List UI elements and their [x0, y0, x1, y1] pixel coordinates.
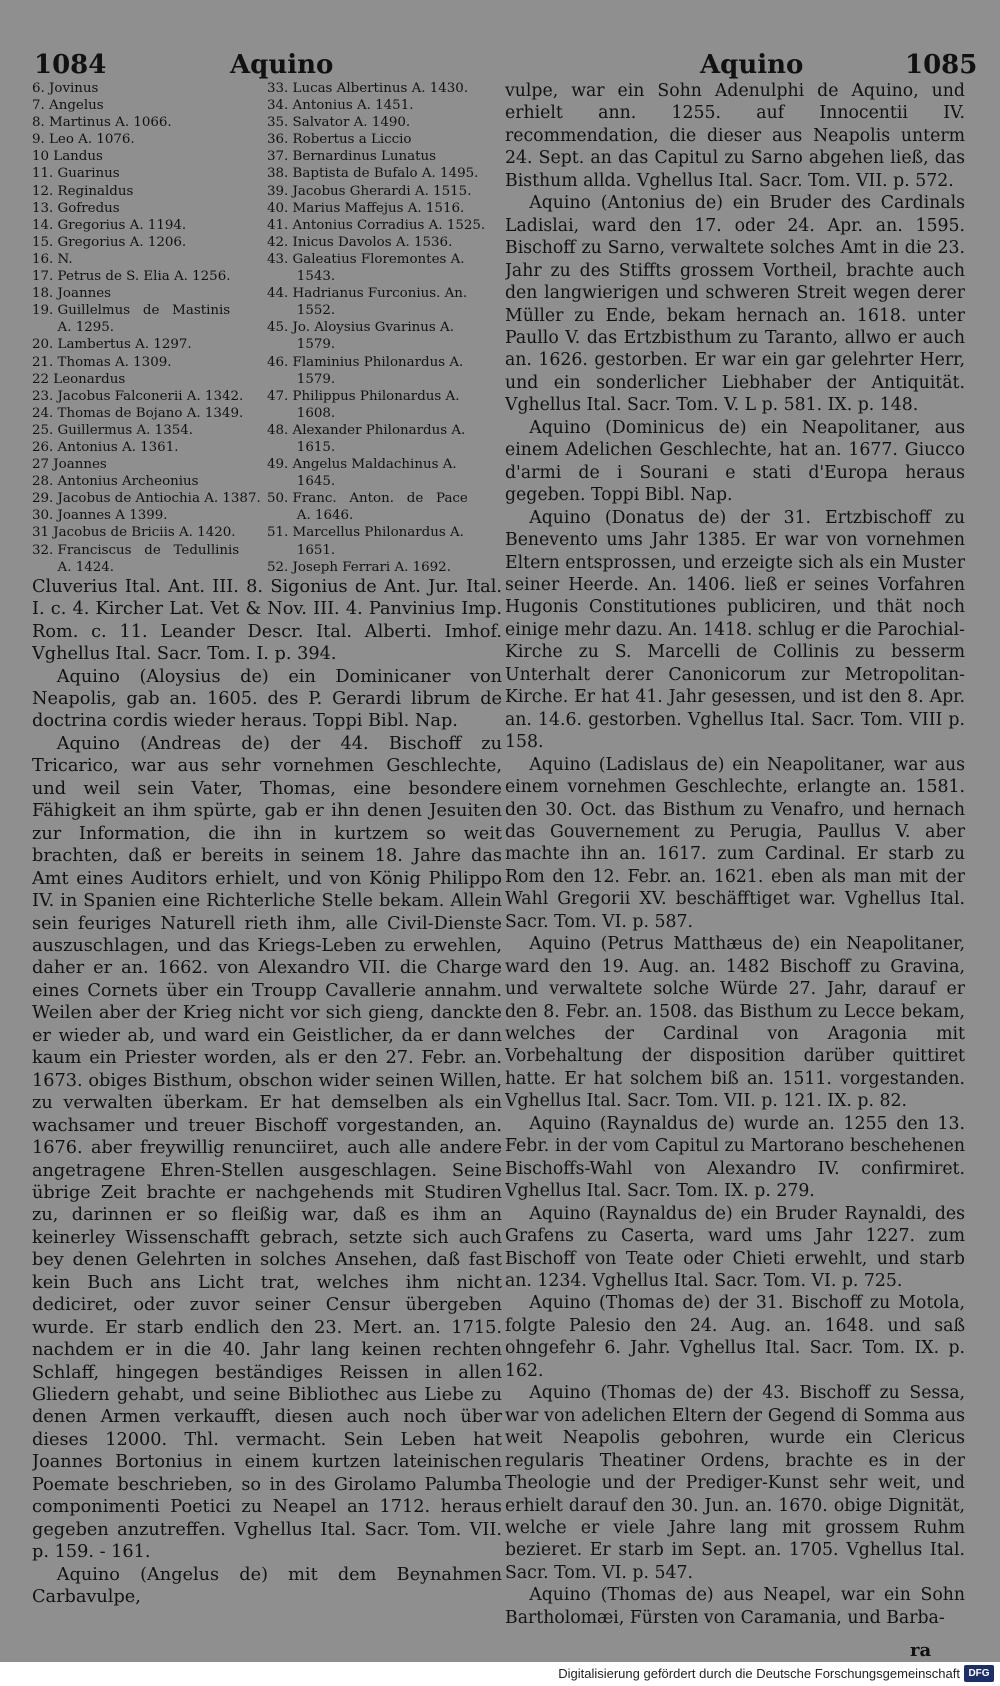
list-row	[32, 319, 502, 336]
dfg-logo: DFG	[964, 1665, 994, 1682]
list-row	[32, 405, 502, 422]
list-entry-right: 39. Jacobus Gherardi A. 1515.	[267, 183, 472, 199]
paragraph: Aquino (Petrus Matthæus de) ein Neapolitaner, ward den 19. Aug. an. 1482 Bischoff zu Gravina, und verwaltete solche Würde 27. Jahr, darauf er den 8. Febr. an. 1508. das Bisthum zu Lecce bekam, welches der Cardinal von Aragonia mit Vorbehaltung der disposition darüber quittiret hatte. Er hat solchem biß an. 1511. vorgestanden. Vghellus Ital. Sacr. Tom. VII. p. 121. IX. p. 82.	[505, 934, 965, 1112]
paragraph: Aquino (Antonius de) ein Bruder des Cardinals Ladislai, ward den 17. oder 24. Apr. an. 1595. Bischoff zu Sarno, verwaltete solches Amt in die 23. Jahr zu des Stiffts grossem Vortheil, brachte auch den langwierigen und schweren Streit wegen derer Müller zu Ende, bekam hernach an. 1618. unter Paullo V. das Ertzbisthum zu Taranto, allwo er auch an. 1626. gestorben. Er war ein gar gelehrter Herr, und ein sonderlicher Liebhaber der Antiquität. Vghellus Ital. Sacr. Tom. V. L p. 581. IX. p. 148.	[505, 193, 965, 416]
list-entry-left: 24. Thomas de Bojano A. 1349.	[32, 405, 244, 421]
list-entry-left: 12. Reginaldus	[32, 183, 134, 199]
list-entry-left: 18. Joannes	[32, 286, 112, 302]
running-title-right: Aquino	[700, 50, 804, 80]
paragraph: Aquino (Donatus de) der 31. Ertzbischoff zu Benevento ums Jahr 1385. Er war von vornehmen Eltern entsprossen, und erzeigte sich als ein Muster seiner Heerde. An. 1406. ließ er seines Vorfahren Hugonis Constitutiones publiciren, und thät noch einige mehr dazu. An. 1418. schlug er die Parochial-Kirche zu S. Marcelli de Collinis zu besserm Unterhalt derer Canonicorum zur Metropolitan-Kirche. Er hat 41. Jahr gesessen, und ist den 8. Apr. an. 14.6. gestorben. Vghellus Ital. Sacr. Tom. VIII p. 158.	[505, 507, 965, 753]
list-entry-left: A. 1295.	[32, 320, 115, 336]
list-entry-left: 28. Antonius Archeonius	[32, 474, 199, 490]
list-entry-right: 1579.	[267, 371, 336, 387]
list-entry-right: 51. Marcellus Philonardus A.	[267, 525, 464, 541]
paragraph: Aquino (Raynaldus de) wurde an. 1255 den 13. Febr. in der vom Capitul zu Martorano beschehenen Bischoffs-Wahl von Alexandro IV. confirmiret. Vghellus Ital. Sacr. Tom. IX. p. 279.	[505, 1113, 965, 1202]
paragraph: Aquino (Raynaldus de) ein Bruder Raynaldi, des Grafens zu Caserta, ward ums Jahr 1227. zum Bischoff von Teate oder Chieti erwehlt, und starb an. 1234. Vghellus Ital. Sacr. Tom. VI. p. 725.	[505, 1203, 965, 1292]
list-row	[32, 371, 502, 388]
list-entry-right: 35. Salvator A. 1490.	[267, 115, 411, 131]
list-row	[32, 97, 502, 114]
list-entry-left: 26. Antonius A. 1361.	[32, 439, 179, 455]
list-entry-right: 36. Robertus a Liccio	[267, 132, 412, 148]
list-entry-left: 25. Guillermus A. 1354.	[32, 422, 194, 438]
list-entry-left: 16. N.	[32, 251, 73, 267]
list-entry-right: 46. Flaminius Philonardus A.	[267, 354, 464, 370]
paragraph: vulpe, war ein Sohn Adenulphi de Aquino, und erhielt ann. 1255. auf Innocentii IV. recommendation, die dieser aus Neapolis unterm 24. Sept. an das Capitul zu Sarno abgehen ließ, das Bisthum allda. Vghellus Ital. Sacr. Tom. VII. p. 572.	[505, 81, 965, 191]
list-entry-right: 1579.	[267, 337, 336, 353]
paragraph: Cluverius Ital. Ant. III. 8. Sigonius de Ant. Jur. Ital. I. c. 4. Kircher Lat. Vet & Nov. III. 4. Panvinius Imp. Rom. c. 11. Leander Descr. Ital. Alberti. Imhof. Vghellus Ital. Sacr. Tom. I. p. 394.	[32, 576, 502, 665]
list-row	[32, 354, 502, 371]
list-entry-right: A. 1646.	[267, 508, 354, 524]
list-row	[32, 217, 502, 234]
list-entry-right: 1615.	[267, 439, 336, 455]
list-row	[32, 200, 502, 217]
list-entry-left: 13. Gofredus	[32, 200, 120, 216]
list-row	[32, 559, 502, 576]
paragraph: Aquino (Thomas de) aus Neapel, war ein Sohn Bartholomæi, Fürsten von Caramania, und Barba-	[505, 1585, 965, 1628]
paragraph: Aquino (Angelus de) mit dem Beynahmen Carbavulpe,	[32, 1564, 502, 1608]
list-entry-left: 11. Guarinus	[32, 166, 120, 182]
list-row	[32, 251, 502, 268]
list-entry-left: 7. Angelus	[32, 98, 104, 114]
list-entry-right: 42. Inicus Davolos A. 1536.	[267, 234, 453, 250]
list-row	[32, 456, 502, 473]
list-entry-right: 1645.	[267, 474, 336, 490]
list-entry-right: 38. Baptista de Bufalo A. 1495.	[267, 166, 479, 182]
left-column	[32, 80, 502, 1640]
list-entry-right: 34. Antonius A. 1451.	[267, 98, 414, 114]
list-entry-left: 19. Guillelmus de Mastinis	[32, 303, 231, 319]
list-entry-right: 41. Antonius Corradius A. 1525.	[267, 217, 486, 233]
list-row	[32, 268, 502, 285]
right-column	[505, 80, 965, 1640]
list-entry-right: 1543.	[267, 269, 336, 285]
list-entry-right: 49. Angelus Maldachinus A.	[267, 457, 457, 473]
running-title-left: Aquino	[230, 50, 334, 80]
list-entry-left: 31 Jacobus de Briciis A. 1420.	[32, 525, 236, 541]
list-entry-right: 1608.	[267, 405, 336, 421]
list-entry-left: 9. Leo A. 1076.	[32, 132, 135, 148]
list-row	[32, 439, 502, 456]
list-row	[32, 165, 502, 182]
list-row	[32, 542, 502, 559]
paragraph: Aquino (Ladislaus de) ein Neapolitaner, war aus einem vornehmen Geschlechte, erlangte an. 1581. den 30. Oct. das Bisthum zu Venafro, und hernach das Gouvernement zu Perugia, Paullus V. aber machte ihn an. 1617. zum Cardinal. Er starb zu Rom den 12. Febr. an. 1621. eben als man mit der Wahl Gregorii XV. beschäfftiget war. Vghellus Ital. Sacr. Tom. VI. p. 587.	[505, 754, 965, 932]
list-row	[32, 183, 502, 200]
list-row	[32, 388, 502, 405]
list-row	[32, 507, 502, 524]
bishop-list	[32, 80, 502, 576]
list-entry-left: 30. Joannes A 1399.	[32, 508, 168, 524]
list-row	[32, 148, 502, 165]
list-entry-left: 10 Landus	[32, 149, 103, 165]
paragraph: Aquino (Andreas de) der 44. Bischoff zu Tricarico, war aus sehr vornehmen Geschlechte, und weil sein Vater, Thomas, eine besondere Fähigkeit an ihm spürte, gab er ihn denen Jesuiten zur Information, die ihn in kurtzem so weit brachten, daß er bereits in seinem 18. Jahre das Amt eines Auditors erhielt, und von König Philippo IV. in Spanien eine Richterliche Stelle bekam. Allein sein feuriges Naturell rieth ihm, alle Civil-Dienste auszuschlagen, und das Kriegs-Leben zu erwehlen, daher er an. 1662. von Alexandro VII. die Charge eines Cornets über ein Troupp Cavallerie annahm. Weilen aber der Krieg nicht vor sich gieng, danckte er wieder ab, und ward ein Geistlicher, da er dann kaum ein Priester worden, als er den 27. Febr. an. 1673. obiges Bisthum, obschon wider seinen Willen, zu verwalten überkam. Er hat demselben als ein wachsamer und treuer Bischoff vorgestanden, an. 1676. aber freywillig renunciiret, auch alle andere angetragene Ehren-Stellen ausgeschlagen. Seine übrige Zeit brachte er nachgehends mit Studiren zu, darinnen er so fleißig war, daß es ihm an keinerley Wissenschafft gebrach, setzte sich auch bey denen Gelehrten in solches Ansehen, daß fast kein Buch ans Licht trat, welches ihm nicht dediciret, oder zuvor seiner Censur übergeben wurde. Er starb endlich den 23. Mert. an. 1715. nachdem er in die 40. Jahr lang keinen rechten Schlaff, hingegen beständiges Reissen in allen Gliedern gehabt, und seine Bibliothec aus Liebe zu denen Armen verkaufft, diesen auch noch über dieses 12000. Thl. vermacht. Sein Leben hat Joannes Bortonius in einem kurtzen lateinischen Poemate beschrieben, so in des Girolamo Palumba componimenti Poetici zu Neapel an 1712. heraus gegeben anzutreffen. Vghellus Ital. Sacr. Tom. VII. p. 159. - 161.	[32, 733, 502, 1563]
list-entry-left: 21. Thomas A. 1309.	[32, 354, 172, 370]
list-row	[32, 473, 502, 490]
list-entry-right: 47. Philippus Philonardus A.	[267, 388, 460, 404]
list-entry-right: 52. Joseph Ferrari A. 1692.	[267, 559, 451, 575]
list-entry-left: 32. Franciscus de Tedullinis	[32, 542, 240, 558]
list-row	[32, 302, 502, 319]
list-entry-right: 37. Bernardinus Lunatus	[267, 149, 436, 165]
footer-bar	[0, 1662, 1000, 1686]
list-row	[32, 336, 502, 353]
paragraph: Aquino (Dominicus de) ein Neapolitaner, aus einem Adelichen Geschlechte, hat an. 1677. Giucco d'armi de i Sourani e stati d'Europa heraus gegeben. Toppi Bibl. Nap.	[505, 417, 965, 506]
list-entry-right: 43. Galeatius Floremontes A.	[267, 251, 465, 267]
paragraph: Aquino (Thomas de) der 43. Bischoff zu Sessa, war von adelichen Eltern der Gegend di Somma aus weit Neapolis gebohren, wurde ein Clericus regularis Theatiner Ordens, brachte es in der Theologie und der Prediger-Kunst sehr weit, und erhielt darauf den 30. Jun. an. 1670. obige Dignität, welche er viele Jahre lang mit grossem Ruhm bezieret. Er starb im Sept. an. 1705. Vghellus Ital. Sacr. Tom. VI. p. 547.	[505, 1383, 965, 1583]
list-entry-left: 27 Joannes	[32, 457, 107, 473]
right-column-text	[505, 80, 965, 1629]
list-entry-right: 44. Hadrianus Furconius. An.	[267, 286, 468, 302]
paragraph: Aquino (Thomas de) der 31. Bischoff zu Motola, folgte Palesio den 24. Aug. an. 1648. und saß ohngefehr 6. Jahr. Vghellus Ital. Sacr. Tom. IX. p. 162.	[505, 1293, 965, 1381]
list-entry-right: 33. Lucas Albertinus A. 1430.	[267, 81, 469, 96]
list-row	[32, 80, 502, 97]
list-entry-left: 22 Leonardus	[32, 371, 126, 387]
list-entry-right: 40. Marius Maffejus A. 1516.	[267, 200, 465, 216]
list-row	[32, 131, 502, 148]
list-row	[32, 114, 502, 131]
paragraph: Aquino (Aloysius de) ein Dominicaner von Neapolis, gab an. 1605. des P. Gerardi librum de doctrina cordis wieder heraus. Toppi Bibl. Nap.	[32, 666, 502, 732]
list-row	[32, 490, 502, 507]
list-row	[32, 524, 502, 541]
list-entry-right: 1651.	[267, 542, 336, 558]
list-entry-left: 6. Jovinus	[32, 81, 99, 96]
list-row	[32, 285, 502, 302]
list-entry-left: 15. Gregorius A. 1206.	[32, 234, 187, 250]
list-row	[32, 422, 502, 439]
list-row	[32, 234, 502, 251]
list-entry-left: 14. Gregorius A. 1194.	[32, 217, 187, 233]
list-entry-right: 45. Jo. Aloysius Gvarinus A.	[267, 320, 454, 336]
footer-credit: Digitalisierung gefördert durch die Deutsche Forschungsgemeinschaft	[558, 1666, 960, 1681]
list-entry-left: 20. Lambertus A. 1297.	[32, 337, 192, 353]
list-entry-left: 23. Jacobus Falconerii A. 1342.	[32, 388, 244, 404]
list-entry-left: A. 1424.	[32, 559, 115, 575]
catchword: ra	[910, 1640, 932, 1661]
page-number-left: 1084	[34, 50, 107, 80]
list-entry-left: 17. Petrus de S. Elia A. 1256.	[32, 269, 231, 285]
page-number-right: 1085	[905, 50, 978, 80]
left-column-text	[32, 576, 502, 1609]
list-entry-right: 48. Alexander Philonardus A.	[267, 422, 466, 438]
list-entry-right: 50. Franc. Anton. de Pace	[267, 491, 468, 507]
list-entry-left: 8. Martinus A. 1066.	[32, 115, 172, 131]
list-entry-right: 1552.	[267, 303, 336, 319]
list-entry-left: 29. Jacobus de Antiochia A. 1387.	[32, 491, 261, 507]
